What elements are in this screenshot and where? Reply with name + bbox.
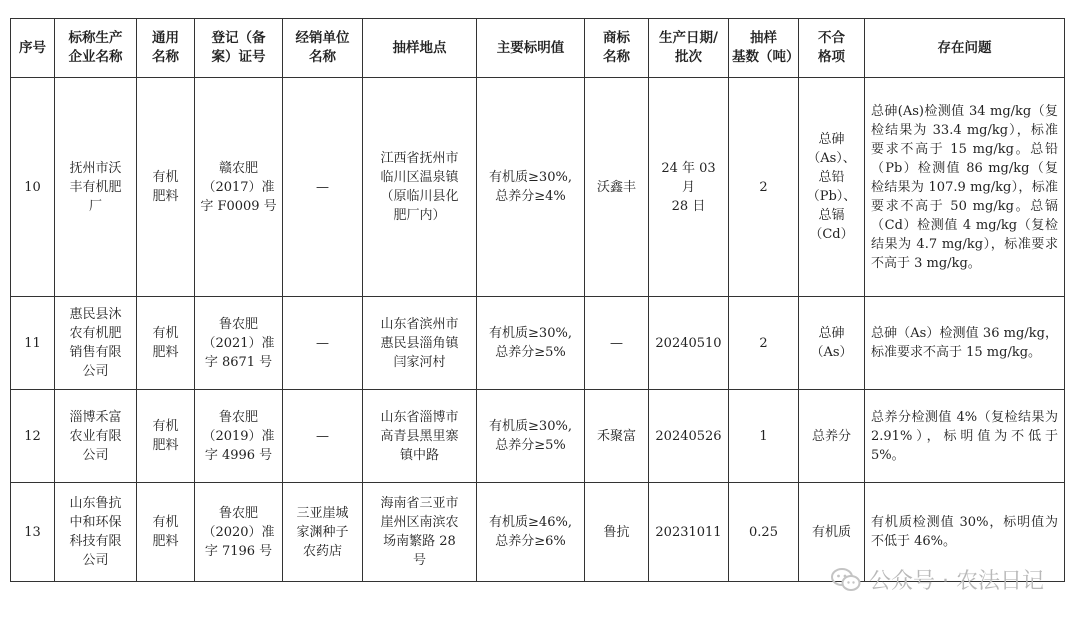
wechat-icon: [831, 567, 861, 593]
cell-spec: 有机质≥46%, 总养分≥6%: [477, 483, 585, 582]
header-brand: 商标 名称: [585, 19, 649, 78]
cell-name: 有机 肥料: [137, 78, 195, 297]
cell-reg: 鲁农肥 （2019）准 字 4996 号: [195, 390, 283, 483]
cell-spec: 有机质≥30%, 总养分≥4%: [477, 78, 585, 297]
cell-issue: 有机质检测值 30%，标明值为不低于 46%。: [865, 483, 1065, 582]
header-base: 抽样 基数（吨）: [729, 19, 799, 78]
cell-base: 2: [729, 297, 799, 390]
cell-reg: 鲁农肥 （2020）准 字 7196 号: [195, 483, 283, 582]
cell-brand: —: [585, 297, 649, 390]
cell-date: 20240526: [649, 390, 729, 483]
cell-reg: 鲁农肥 （2021）准 字 8671 号: [195, 297, 283, 390]
header-fail: 不合 格项: [799, 19, 865, 78]
cell-date: 20240510: [649, 297, 729, 390]
watermark-text: 公众号 · 农法日记: [869, 569, 1044, 594]
cell-spec: 有机质≥30%, 总养分≥5%: [477, 390, 585, 483]
cell-place: 山东省滨州市 惠民县淄角镇 闫家河村: [363, 297, 477, 390]
cell-base: 0.25: [729, 483, 799, 582]
cell-no: 13: [11, 483, 55, 582]
cell-base: 2: [729, 78, 799, 297]
cell-place: 江西省抚州市 临川区温泉镇 （原临川县化 肥厂内）: [363, 78, 477, 297]
watermark: [831, 564, 1044, 595]
cell-dealer: 三亚崖城 家渊种子 农药店: [283, 483, 363, 582]
cell-date: 24 年 03 月 28 日: [649, 78, 729, 297]
cell-no: 10: [11, 78, 55, 297]
cell-fail: 总砷 （As）、 总铅 （Pb）、 总镉 （Cd）: [799, 78, 865, 297]
header-date: 生产日期/ 批次: [649, 19, 729, 78]
cell-name: 有机 肥料: [137, 297, 195, 390]
cell-place: 山东省淄博市 高青县黑里寨 镇中路: [363, 390, 477, 483]
cell-company: 山东鲁抗 中和环保 科技有限 公司: [55, 483, 137, 582]
cell-company: 抚州市沃 丰有机肥 厂: [55, 78, 137, 297]
header-row: [11, 19, 1065, 78]
cell-company: 淄博禾富 农业有限 公司: [55, 390, 137, 483]
cell-date: 20231011: [649, 483, 729, 582]
cell-spec: 有机质≥30%, 总养分≥5%: [477, 297, 585, 390]
cell-brand: 禾聚富: [585, 390, 649, 483]
header-company: 标称生产 企业名称: [55, 19, 137, 78]
cell-place: 海南省三亚市 崖州区南滨农 场南繁路 28 号: [363, 483, 477, 582]
cell-reg: 赣农肥 （2017）准 字 F0009 号: [195, 78, 283, 297]
table-row: [11, 390, 1065, 483]
inspection-table: [10, 18, 1065, 582]
cell-name: 有机 肥料: [137, 390, 195, 483]
header-dealer: 经销单位 名称: [283, 19, 363, 78]
cell-fail: 总砷 （As）: [799, 297, 865, 390]
header-reg: 登记（备 案）证号: [195, 19, 283, 78]
cell-issue: 总砷(As)检测值 34 mg/kg（复检结果为 33.4 mg/kg），标准要求不高于 15 mg/kg。总铅（Pb）检测值 86 mg/kg（复检结果为 107.9 mg/kg），标准要求不高于 50 mg/kg。总镉（Cd）检测值 4 mg/kg（复检结果为 4.7 mg/kg），标准要求不高于 3 mg/kg。: [865, 78, 1065, 297]
cell-name: 有机 肥料: [137, 483, 195, 582]
header-place: 抽样地点: [363, 19, 477, 78]
cell-base: 1: [729, 390, 799, 483]
cell-brand: 沃鑫丰: [585, 78, 649, 297]
cell-fail: 有机质: [799, 483, 865, 582]
table-row: [11, 297, 1065, 390]
cell-dealer: —: [283, 297, 363, 390]
cell-no: 12: [11, 390, 55, 483]
cell-no: 11: [11, 297, 55, 390]
header-name: 通用 名称: [137, 19, 195, 78]
header-issue: 存在问题: [865, 19, 1065, 78]
cell-dealer: —: [283, 78, 363, 297]
cell-brand: 鲁抗: [585, 483, 649, 582]
cell-company: 惠民县沐 农有机肥 销售有限 公司: [55, 297, 137, 390]
cell-issue: 总养分检测值 4%（复检结果为 2.91%），标明值为不低于 5%。: [865, 390, 1065, 483]
cell-fail: 总养分: [799, 390, 865, 483]
cell-dealer: —: [283, 390, 363, 483]
header-spec: 主要标明值: [477, 19, 585, 78]
table-row: [11, 78, 1065, 297]
cell-issue: 总砷（As）检测值 36 mg/kg，标准要求不高于 15 mg/kg。: [865, 297, 1065, 390]
header-no: 序号: [11, 19, 55, 78]
